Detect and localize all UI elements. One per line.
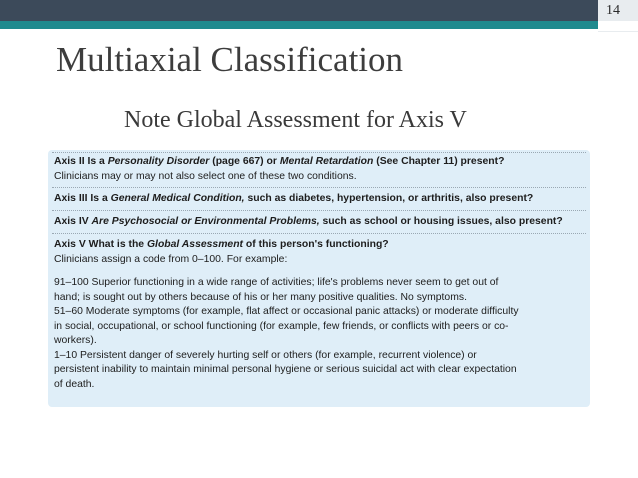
dotted-divider xyxy=(52,187,586,188)
dotted-divider xyxy=(52,210,586,211)
axis-table-image xyxy=(48,150,590,407)
axis-v-text-2: of this person's functioning? xyxy=(243,239,389,250)
axis-v-row xyxy=(54,238,584,267)
axis-ii-term-retardation: Mental Retardation xyxy=(279,156,374,167)
slide-subtitle: Note Global Assessment for Axis V xyxy=(124,107,467,133)
axis-iii-text-2: such as diabetes, hypertension, or arthritis, also present? xyxy=(244,193,534,204)
page-number: 14 xyxy=(606,3,620,18)
gaf-scale-line: in social, occupational, or school functioning (for example, few friends, or conflicts with peers or co- xyxy=(54,320,509,332)
axis-ii-text: Is a xyxy=(87,156,108,167)
axis-v-term: Global Assessment xyxy=(146,239,244,250)
axis-iv-label: Axis IV xyxy=(54,216,89,227)
top-bar xyxy=(0,0,638,21)
page-number-panel-stub xyxy=(598,21,638,31)
gaf-scale-line: 91–100 Superior functioning in a wide range of activities; life's problems never seem to get out of xyxy=(54,277,499,288)
dotted-divider xyxy=(52,233,586,234)
accent-bar xyxy=(0,21,638,29)
axis-iii-term: General Medical Condition, xyxy=(110,193,245,204)
axis-v-text: What is the xyxy=(88,239,147,250)
axis-iv-text: such as school or housing issues, also present? xyxy=(319,216,563,227)
axis-ii-note: Clinicians may or may not also select one of these two conditions. xyxy=(54,170,357,182)
gaf-scale-line: hand; is sought out by others because of his or her many positive qualities. No symptoms. xyxy=(54,291,467,303)
gaf-scale-line: workers). xyxy=(54,335,97,346)
dotted-divider xyxy=(52,152,586,153)
axis-ii-text-2: (page 667) or xyxy=(209,156,280,167)
axis-ii-term-personality: Personality Disorder xyxy=(107,156,210,167)
axis-iii-text: Is a xyxy=(90,193,111,204)
gaf-scale-line: persistent inability to maintain minimal personal hygiene or serious suicidal act with clear expectation xyxy=(54,364,517,375)
axis-v-label: Axis V xyxy=(54,239,86,250)
gaf-scale-line: 1–10 Persistent danger of severely hurting self or others (for example, recurrent violence) or xyxy=(54,349,477,361)
axis-iv-row xyxy=(54,215,584,230)
gaf-scale-line: of death. xyxy=(54,378,95,390)
axis-iii-row xyxy=(54,192,584,207)
axis-ii-row xyxy=(54,155,584,184)
axis-v-note: Clinicians assign a code from 0–100. For example: xyxy=(54,253,288,265)
slide-title: Multiaxial Classification xyxy=(56,40,404,79)
axis-ii-label: Axis II xyxy=(54,156,85,167)
gaf-scale-line: 51–60 Moderate symptoms (for example, flat affect or occasional panic attacks) or moderate difficulty xyxy=(54,306,519,317)
axis-iv-term: Are Psychosocial or Environmental Problems, xyxy=(91,216,320,227)
axis-iii-label: Axis III xyxy=(54,193,88,204)
gaf-scale-examples xyxy=(54,276,586,392)
axis-ii-text-3: (See Chapter 11) present? xyxy=(373,156,505,167)
